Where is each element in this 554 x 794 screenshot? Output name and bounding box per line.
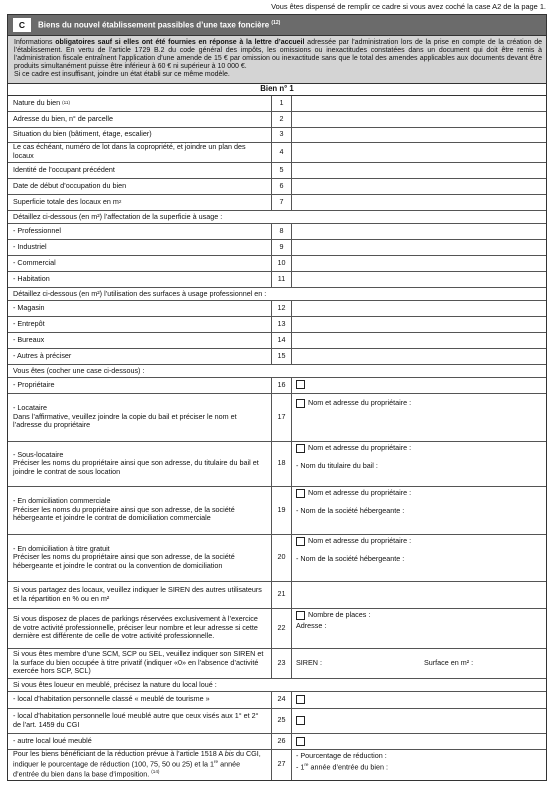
row-2: Adresse du bien, n° de parcelle 2 — [8, 112, 546, 128]
siren-label: SIREN : — [296, 657, 322, 667]
row-10: - Commercial 10 — [8, 256, 546, 272]
row-22: Si vous disposez de places de parkings réservées exclusivement à l’exercice de votre activité professionnelle, préciser leur nombre et leur adresse si cette dernière est différente de celle de votre activité professionnelle. 22 Nombre de places : Adresse : — [8, 609, 546, 649]
field-professionnel[interactable] — [292, 224, 546, 239]
field-date-debut[interactable] — [292, 179, 546, 194]
row-15: - Autres à préciser 15 — [8, 349, 546, 365]
field-superficie[interactable] — [292, 195, 546, 210]
row-18: - Sous-locataire Préciser les noms du propriétaire ainsi que son adresse, du titulaire du bail et joindre le contrat de sous location 18 Nom et adresse du propriétaire : - Nom du titulaire du bail : — [8, 442, 546, 487]
field-partage[interactable] — [292, 582, 546, 608]
row-25: - local d’habitation personnelle loué meublé autre que ceux visés aux 1° et 2° de l’art. 1459 du CGI 25 — [8, 709, 546, 734]
checkbox-parking[interactable] — [296, 611, 305, 620]
checkbox-tourisme[interactable] — [296, 695, 305, 704]
row-11: - Habitation 11 — [8, 272, 546, 288]
field-bureaux[interactable] — [292, 333, 546, 348]
row-21: Si vous partagez des locaux, veuillez indiquer le SIREN des autres utilisateurs et la répartition en % ou en m² 21 — [8, 582, 546, 609]
row-19: - En domiciliation commerciale Préciser les noms du propriétaire ainsi que son adresse, de la société hébergeante et joindre le contrat de domiciliation commerciale 19 Nom et adresse du propriétaire : - Nom de la société hébergeante : — [8, 487, 546, 535]
field-habitation[interactable] — [292, 272, 546, 287]
section-header — [7, 14, 547, 36]
row-8: - Professionnel 8 — [8, 224, 546, 240]
section-letter: C — [13, 18, 31, 32]
bien-header: Bien n° 1 — [8, 84, 546, 96]
info-box: Informations obligatoires sauf si elles ont été fournies en réponse à la lettre d’accueil adressée par l’administration lors de la prise en compte de la création de l’établissement. En vertu de l’article 1729 B.2 du code général des impôts, les omissions ou inexactitudes constatées dans un document qui doit être remis à l’administration fiscale entraînent l’application d’une amende de 15 € par omission ou inexactitude sans que le total des amendes applicables aux documents devant être produits simultanément puisse être inférieur à 60 € ni supérieur à 10 000 €. Si ce cadre est insuffisant, joindre un état établi sur ce même modèle. — [7, 36, 547, 84]
field-autres[interactable] — [292, 349, 546, 364]
row-6: Date de début d’occupation du bien 6 — [8, 179, 546, 195]
checkbox-autre-meuble[interactable] — [296, 737, 305, 746]
section-title: Biens du nouvel établissement passibles d’une taxe foncière $^{(12)}$ — [38, 19, 281, 30]
checkbox-locataire[interactable] — [296, 399, 305, 408]
field-entrepot[interactable] — [292, 317, 546, 332]
row-3: Situation du bien (bâtiment, étage, escalier) 3 — [8, 128, 546, 143]
row-9: - Industriel 9 — [8, 240, 546, 256]
field-lot[interactable] — [292, 143, 546, 162]
checkbox-proprietaire[interactable] — [296, 380, 305, 389]
checkbox-sous-locataire[interactable] — [296, 444, 305, 453]
row-13: - Entrepôt 13 — [8, 317, 546, 333]
row-4: Le cas échéant, numéro de lot dans la copropriété, et joindre un plan des locaux 4 — [8, 143, 546, 163]
row-20: - En domiciliation à titre gratuit Préciser les noms du propriétaire ainsi que son adresse, de la société hébergeante et joindre le contrat ou la convention de domiciliation 20 Nom et adresse du propriétaire : - Nom de la société hébergeante : — [8, 535, 546, 582]
row-23: Si vous êtes membre d’une SCM, SCP ou SEL, veuillez indiquer son SIREN et la surface du bien occupée à titre privatif (indiquer «0» en l’absence d’activité exercée hors SCP, SCL) 23 SIREN : Surface en m² : — [8, 649, 546, 679]
checkbox-meuble-perso[interactable] — [296, 716, 305, 725]
top-note: Vous êtes dispensé de remplir ce cadre si vous avez coché la case A2 de la page 1. — [271, 2, 546, 11]
subheading-affectation: Détaillez ci-dessous (en m²) l’affectation de la superficie à usage : — [8, 211, 546, 224]
row-26: - autre local loué meublé 26 — [8, 734, 546, 750]
surface-label: Surface en m² : — [423, 657, 474, 667]
field-situation[interactable] — [292, 128, 546, 142]
row-17: - Locataire Dans l’affirmative, veuillez joindre la copie du bail et préciser le nom et l’adresse du propriétaire 17 Nom et adresse du propriétaire : — [8, 394, 546, 442]
row-16: - Propriétaire 16 — [8, 378, 546, 394]
checkbox-gratuit[interactable] — [296, 537, 305, 546]
field-magasin[interactable] — [292, 301, 546, 316]
row-24: - local d’habitation personnelle classé « meublé de tourisme » 24 — [8, 692, 546, 709]
row-12: - Magasin 12 — [8, 301, 546, 317]
row-14: - Bureaux 14 — [8, 333, 546, 349]
field-occupant[interactable] — [292, 163, 546, 178]
subheading-utilisation: Détaillez ci-dessous (en m²) l’utilisation des surfaces à usage professionnel en : — [8, 288, 546, 301]
field-nature[interactable] — [292, 96, 546, 111]
checkbox-domiciliation[interactable] — [296, 489, 305, 498]
field-commercial[interactable] — [292, 256, 546, 271]
section-c-frame — [7, 14, 547, 781]
field-adresse[interactable] — [292, 112, 546, 127]
subheading-meuble: Si vous êtes loueur en meublé, précisez la nature du local loué : — [8, 679, 546, 692]
row-5: Identité de l’occupant précédent 5 — [8, 163, 546, 179]
field-industriel[interactable] — [292, 240, 546, 255]
bien-table — [7, 84, 547, 781]
row-7: Superficie totale des locaux en m 2 7 — [8, 195, 546, 211]
row-1: Nature du bien (11) 1 — [8, 96, 546, 112]
subheading-vous-etes: Vous êtes (cocher une case ci-dessous) : — [8, 365, 546, 378]
row-27: Pour les biens bénéficiant de la réduction prévue à l’article 1518 A bis du CGI, indiquer le pourcentage de réduction (100, 75, 50 ou 25) et la 1re année d’entrée du bien dans la base d’imposition. $^{(14)}$ 27 - Pourcentage de réduction : - 1re année d’entrée du bien : — [8, 750, 546, 780]
